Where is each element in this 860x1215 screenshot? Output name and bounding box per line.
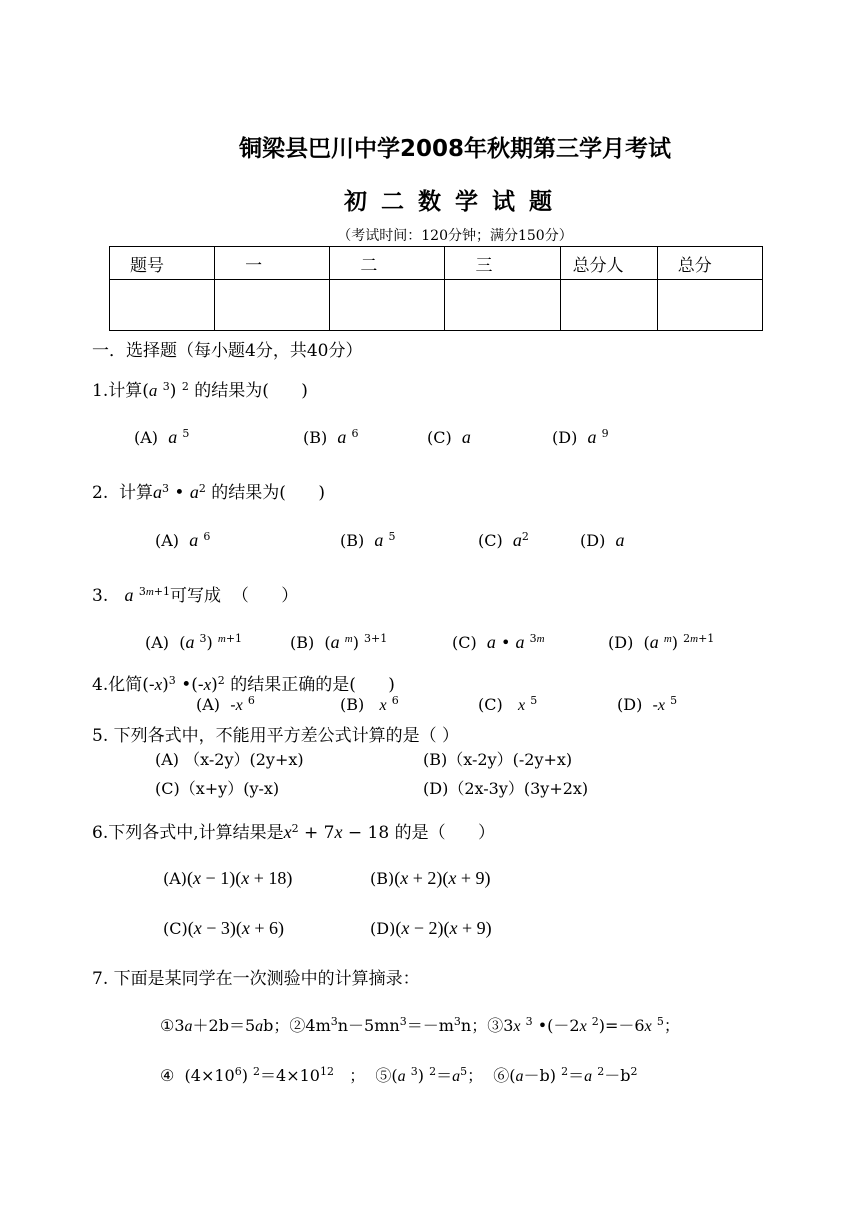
score-cell[interactable] (445, 280, 560, 331)
question-3-option-a: (A) (a $^3$) $^{m+1}$ (145, 632, 243, 652)
score-cell[interactable] (110, 280, 215, 331)
question-6-option-c: (C)(x − 3)(x + 6) (163, 918, 285, 938)
question-5-option-a: (A) （x-2y）(2y+x) (155, 750, 304, 769)
question-5-option-c: (C)（x+y）(y-x) (155, 779, 280, 798)
section-heading: 一．选择题（每小题4分，共40分） (92, 341, 363, 361)
question-2-option-d: (D) a (580, 530, 625, 550)
question-1-option-d: (D) a $^9$ (552, 427, 609, 447)
question-4-option-a: (A) -x $^6$ (196, 694, 255, 714)
question-1-option-b: (B) a $^6$ (303, 427, 359, 447)
question-3-stem: 3. a $^{3m+1}$可写成 （ ） (92, 585, 299, 606)
question-5-option-b: (B)（x-2y）(-2y+x) (423, 750, 573, 769)
question-3-option-d: (D) (a $^m$) $^{2m+1}$ (608, 632, 715, 652)
question-7-line-1: ①3a＋2b＝5ab；$②4m^3n-5mn^3=-m^3n$；③3x $^3$ •(－2x $^2$)=－6x $^5$； (160, 1015, 680, 1035)
question-1-stem: 1.计算(a $^3$) $^2$ 的结果为( ) (92, 380, 308, 401)
score-cell[interactable] (560, 280, 657, 331)
question-1-option-a: (A) a $^5$ (134, 427, 190, 447)
question-2-option-b: (B) a $^5$ (340, 530, 396, 550)
score-header-cell: 总分 (657, 247, 762, 280)
question-6-option-d: (D)(x − 2)(x + 9) (370, 918, 492, 938)
question-7-stem: 7. 下面是某同学在一次测验中的计算摘录： (92, 969, 420, 989)
question-6-option-b: (B)(x + 2)(x + 9) (370, 868, 491, 888)
question-1-option-c: (C) a (427, 427, 471, 447)
score-header-cell: 总分人 (560, 247, 657, 280)
question-4-stem: 4.化简$(-x)^3$ $•(-x)^2$ 的结果正确的是( ) (92, 674, 395, 695)
score-header-cell: 一 (215, 247, 330, 280)
question-5-stem: 5. 下列各式中，不能用平方差公式计算的是（ ） (92, 726, 460, 746)
score-table (109, 246, 763, 331)
score-header-cell: 二 (330, 247, 445, 280)
question-2-option-a: (A) a $^6$ (155, 530, 211, 550)
score-header-cell: 三 (445, 247, 560, 280)
question-6-option-a: (A)(x − 1)(x + 18) (163, 868, 293, 888)
score-cell[interactable] (330, 280, 445, 331)
question-4-option-b: (B) x $^6$ (340, 694, 399, 714)
score-cell[interactable] (657, 280, 762, 331)
question-4-option-d: (D) -x $^5$ (617, 694, 678, 714)
question-6-stem: 6.下列各式中,计算结果是$x^2 + 7x - 18$ 的是（ ） (92, 822, 496, 843)
question-4-option-c: (C) x $^5$ (478, 694, 538, 714)
question-2-option-c: (C) $a^2$ (478, 530, 529, 550)
question-2-stem: 2. 计算$a^3$ • $a^2$ 的结果为( ) (92, 482, 325, 503)
score-header-cell: 题号 (110, 247, 215, 280)
exam-info: （考试时间：120分钟；满分150分） (337, 228, 573, 244)
question-3-option-b: (B) (a $^m$) $^{3+1}$ (290, 632, 388, 652)
question-3-option-c: (C) a • a $^{3m}$ (452, 632, 545, 652)
exam-title: 铜梁县巴川中学2008年秋期第三学月考试 (238, 136, 671, 162)
paper-subtitle: 初二数学试题 (344, 189, 566, 215)
score-cell[interactable] (215, 280, 330, 331)
question-7-line-2: ④ $(4\times 10^6)$ $^2=4\times 10^{12}$ ； ⑤(a $^3$) $^2=a^5$； ⑥(a－b) $^2$＝a $^2-b^2$ (160, 1065, 638, 1085)
question-5-option-d: (D)（2x-3y）(3y+2x) (423, 779, 589, 798)
